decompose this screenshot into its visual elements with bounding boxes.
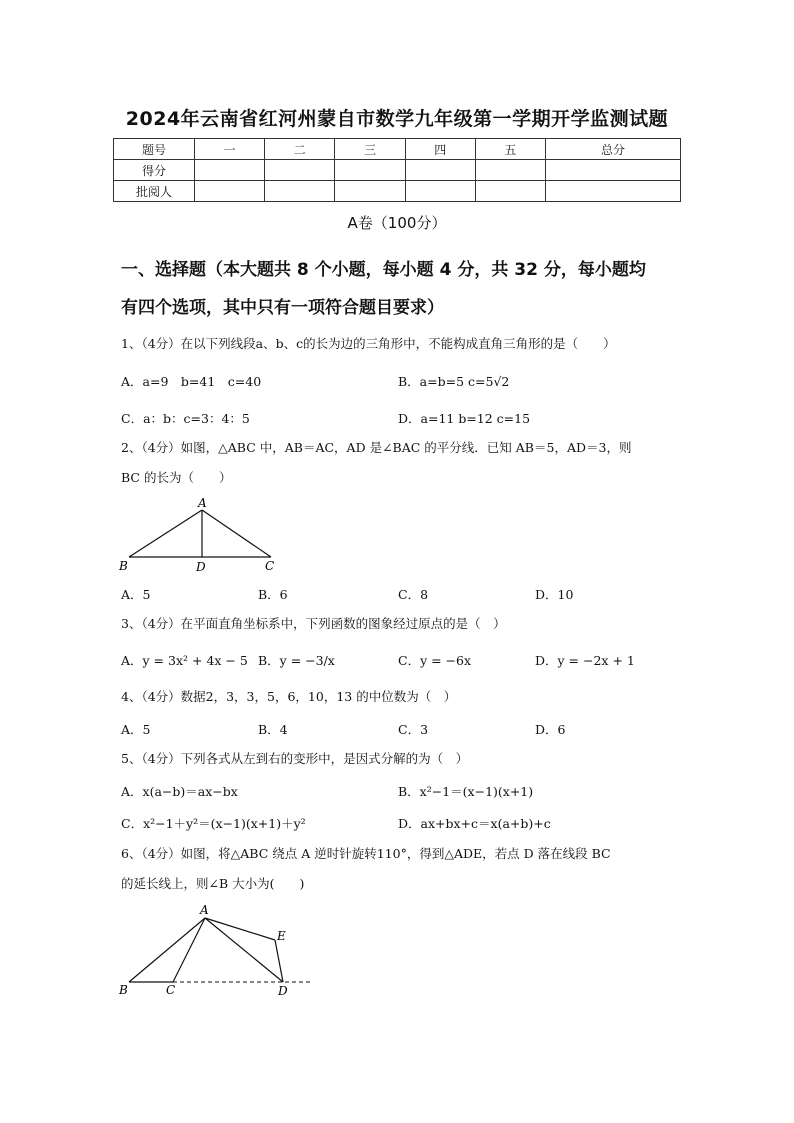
- q6-side-ae: [205, 918, 275, 940]
- q3-option-b[interactable]: B．y = −3/x: [258, 653, 335, 668]
- q1-option-b[interactable]: B．a=b=5 c=5√2: [398, 374, 510, 389]
- q4-option-d[interactable]: D．6: [535, 722, 566, 737]
- q6-label-e: E: [277, 929, 286, 943]
- question-6-stem-line1: 6、（4分）如图，将△ABC 绕点 A 逆时针旋转110°，得到△ADE，若点 D 落在线段 BC: [121, 846, 611, 861]
- q3-option-c[interactable]: C．y = −6x: [398, 653, 472, 668]
- score-header-cell: 二: [265, 139, 335, 160]
- q6-label-a: A: [200, 903, 209, 917]
- q4-option-b[interactable]: B．4: [258, 722, 288, 737]
- score-cell[interactable]: [195, 181, 265, 202]
- q2-option-a[interactable]: A．5: [121, 587, 151, 602]
- score-table-row: [114, 160, 681, 181]
- score-cell[interactable]: [405, 160, 475, 181]
- q4-option-c[interactable]: C．3: [398, 722, 429, 737]
- q1-option-d[interactable]: D．a=11 b=12 c=15: [398, 411, 531, 426]
- q6-side-ac: [173, 918, 205, 982]
- score-cell[interactable]: [546, 160, 681, 181]
- q2-label-a: A: [198, 496, 207, 510]
- score-table-row: [114, 181, 681, 202]
- question-2-stem-line2: BC 的长为（ ）: [121, 470, 232, 485]
- q2-option-d[interactable]: D．10: [535, 587, 574, 602]
- part1-heading-line2: 有四个选项，其中只有一项符合题目要求）: [121, 298, 444, 318]
- q2-side-ab: [129, 510, 202, 557]
- score-cell[interactable]: [195, 160, 265, 181]
- score-header-cell: 题号: [114, 139, 195, 160]
- score-header-cell: 总分: [546, 139, 681, 160]
- q3-option-d[interactable]: D．y = −2x + 1: [535, 653, 635, 668]
- question-6-stem-line2: 的延长线上，则∠B 大小为( ): [121, 876, 305, 891]
- q5-option-c[interactable]: C．x²−1＋y²＝(x−1)(x+1)＋y²: [121, 816, 306, 831]
- score-row-label: 得分: [114, 160, 195, 181]
- score-cell[interactable]: [335, 181, 405, 202]
- score-row-label: 批阅人: [114, 181, 195, 202]
- score-cell[interactable]: [335, 160, 405, 181]
- score-cell[interactable]: [405, 181, 475, 202]
- q2-triangle-figure: [115, 495, 285, 577]
- q6-label-d: D: [278, 984, 288, 998]
- q4-option-a[interactable]: A．5: [121, 722, 151, 737]
- score-header-cell: 四: [405, 139, 475, 160]
- score-cell[interactable]: [265, 181, 335, 202]
- q2-label-d: D: [196, 560, 206, 574]
- q2-label-c: C: [265, 559, 275, 573]
- q2-side-ac: [202, 510, 271, 557]
- q2-label-b: B: [119, 559, 128, 573]
- q5-option-b[interactable]: B．x²−1＝(x−1)(x+1): [398, 784, 534, 799]
- score-header-cell: 五: [475, 139, 545, 160]
- section-a-heading: A卷（100分）: [347, 214, 447, 232]
- q6-side-ad: [205, 918, 283, 982]
- score-cell[interactable]: [475, 181, 545, 202]
- q2-option-b[interactable]: B．6: [258, 587, 288, 602]
- score-header-cell: 三: [335, 139, 405, 160]
- question-2-stem-line1: 2、（4分）如图，△ABC 中，AB＝AC，AD 是∠BAC 的平分线．已知 AB＝5，AD＝3，则: [121, 440, 632, 455]
- q1-option-c[interactable]: C．a：b：c=3：4：5: [121, 411, 250, 426]
- q3-option-a[interactable]: A．y = 3x² + 4x − 5: [121, 653, 248, 668]
- score-cell[interactable]: [265, 160, 335, 181]
- q5-option-a[interactable]: A．x(a−b)＝ax−bx: [121, 784, 238, 799]
- question-1-stem: 1、（4分）在以下列线段a、b、c的长为边的三角形中，不能构成直角三角形的是（ ）: [121, 336, 616, 351]
- q2-option-c[interactable]: C．8: [398, 587, 429, 602]
- score-table-header-row: [114, 139, 681, 160]
- score-cell[interactable]: [475, 160, 545, 181]
- q6-label-b: B: [119, 983, 128, 997]
- q6-label-c: C: [166, 983, 176, 997]
- score-cell[interactable]: [546, 181, 681, 202]
- exam-title: 2024年云南省红河州蒙自市数学九年级第一学期开学监测试题: [125, 108, 669, 130]
- q5-option-d[interactable]: D．ax+bx+c＝x(a+b)+c: [398, 816, 551, 831]
- question-5-stem: 5、（4分）下列各式从左到右的变形中，是因式分解的为（ ）: [121, 751, 469, 766]
- part1-heading-line1: 一、选择题（本大题共 8 个小题，每小题 4 分，共 32 分，每小题均: [121, 260, 646, 280]
- q6-rotation-figure: [115, 900, 320, 1000]
- score-table: [113, 138, 681, 202]
- q6-side-ab: [129, 918, 205, 982]
- question-4-stem: 4、（4分）数据2，3，3，5，6，10，13 的中位数为（ ）: [121, 689, 457, 704]
- q1-option-a[interactable]: A．a=9 b=41 c=40: [121, 374, 262, 389]
- question-3-stem: 3、（4分）在平面直角坐标系中，下列函数的图象经过原点的是（ ）: [121, 616, 506, 631]
- score-header-cell: 一: [195, 139, 265, 160]
